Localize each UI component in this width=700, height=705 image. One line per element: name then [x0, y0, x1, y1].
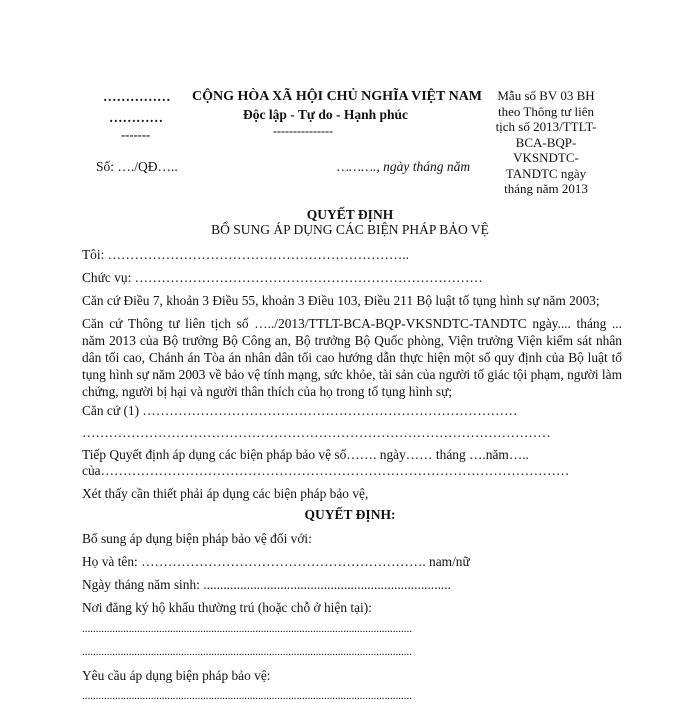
form-code-line: tịch số 2013/TTLT- [495, 119, 597, 134]
org-name-rule: ------- [121, 128, 151, 142]
org-name-dots-2: ………… [109, 110, 163, 125]
residence-fill-line-1: ........................................................................................................................ [82, 623, 412, 635]
form-code [470, 88, 622, 197]
country-name: CỘNG HÒA XÃ HỘI CHỦ NGHĨA VIỆT NAM [192, 89, 483, 104]
decision-number: Số: …./QĐ….. [96, 159, 178, 174]
protection-request-label: Yêu cầu áp dụng biện pháp bảo vệ: [82, 668, 271, 683]
legal-basis-2: Căn cứ Thông tư liên tịch số …../2013/TTLT-BCA-BQP-VKSNDTC-TANDTC ngày.... tháng ... năm 2013 của Bộ trưởng Bộ Công an, Bộ trưởng Bộ Quốc phòng, Viện trưởng Viện kiểm sát nhân dân tối cao, Chánh án Tòa án nhân dân tối cao hướng dẫn thực hiện một số quy định của Bộ luật tố tụng hình sự năm 2003 về bảo vệ tính mạng, sức khỏe, tài sản của người tố giác tội phạm, người làm chứng, người bị hại và người thân thích của họ trong tố tụng hình sự; [82, 316, 622, 399]
document-subtitle: BỔ SUNG ÁP DỤNG CÁC BIỆN PHÁP BẢO VỆ [211, 222, 489, 237]
form-code-line: tháng năm 2013 [504, 181, 588, 196]
legal-basis-3-continued: …………………………………………………………………………………………… [82, 425, 551, 440]
prior-decision-issuer-line: của…………………………………………………………………………………………… [82, 463, 570, 478]
motto-rule: --------------- [273, 124, 333, 138]
issuer-position-line: Chức vụ: …………………………………………………………………… [82, 270, 483, 285]
form-code-line: VKSNDTC- [513, 150, 579, 165]
supplement-intro: Bổ sung áp dụng biện pháp bảo vệ đối với: [82, 531, 312, 546]
form-code-line: theo Thông tư liên [498, 103, 594, 119]
legal-basis-3: Căn cứ (1) ………………………………………………………………………… [82, 403, 518, 418]
form-code-line: Mẫu số BV 03 BH [497, 88, 595, 103]
issuer-name-line: Tôi: ………………………………………………………….. [82, 247, 409, 262]
full-name-line: Họ và tên: ………………………………………………………. nam/nữ [82, 554, 470, 569]
legal-basis-1: Căn cứ Điều 7, khoản 3 Điều 55, khoản 3 Điều 103, Điều 211 Bộ luật tố tụng hình sự năm 2003; [82, 293, 600, 308]
consideration-line: Xét thấy cần thiết phải áp dụng các biện pháp bảo vệ, [82, 486, 369, 501]
national-motto: Độc lập - Tự do - Hạnh phúc [243, 107, 409, 122]
issue-date-line: ………., ngày tháng năm [337, 159, 471, 174]
prior-decision-line: Tiếp Quyết định áp dụng các biện pháp bảo vệ số……. ngày…… tháng ….năm….. [82, 447, 529, 462]
residence-fill-line-2: ........................................................................................................................ [82, 646, 412, 658]
date-of-birth-line: Ngày tháng năm sinh: .......................................................................... [82, 577, 451, 592]
form-code-line: BCA-BQP- [515, 134, 577, 150]
document-title: QUYẾT ĐỊNH [306, 207, 394, 222]
decision-heading: QUYẾT ĐỊNH: [304, 507, 396, 522]
form-code-line: TANDTC ngày [505, 165, 587, 181]
org-name-dots-1: …………… [103, 89, 171, 104]
protection-request-fill-line: ........................................................................................................................ [82, 690, 412, 702]
residence-label: Nơi đăng ký hộ khẩu thường trú (hoặc chỗ ở hiện tại): [82, 600, 372, 615]
